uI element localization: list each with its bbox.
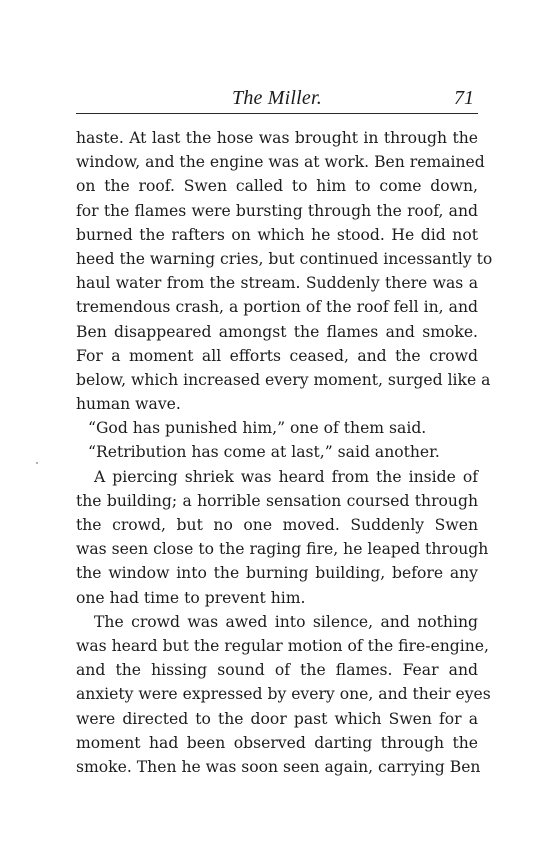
text-line: heed the warning cries, but continued incessantly to (76, 249, 493, 268)
text-line: “God has punished him,” one of them said. (88, 419, 427, 438)
text-line: was heard but the regular motion of the fire-engine, (76, 636, 489, 655)
text-line: anxiety were expressed by every one, and their eyes (76, 685, 491, 704)
text-line: on the roof. Swen called to him to come down, (76, 177, 478, 196)
page-header (76, 86, 478, 114)
text-line: human wave. (76, 395, 181, 414)
text-line: the window into the burning building, before any (76, 564, 478, 583)
text-line: For a moment all efforts ceased, and the crowd (76, 346, 478, 365)
text-line: tremendous crash, a portion of the roof fell in, and (76, 298, 478, 317)
text-line: smoke. Then he was soon seen again, carrying Ben (76, 757, 481, 776)
header-rule (76, 113, 478, 114)
text-line: the building; a horrible sensation coursed through (76, 491, 478, 510)
text-line: for the flames were bursting through the roof, and (76, 201, 478, 220)
text-line: haste. At last the hose was brought in through the (76, 129, 478, 147)
text-line: moment had been observed darting through the (76, 733, 478, 752)
text-line: “Retribution has come at last,” said another. (88, 443, 440, 462)
text-line: were directed to the door past which Swen for a (76, 709, 478, 728)
text-line: and the hissing sound of the flames. Fear and (76, 661, 478, 680)
page-number: 71 (454, 87, 474, 109)
text-line: A piercing shriek was heard from the inside of (94, 467, 478, 486)
running-title: The Miller. (232, 87, 322, 109)
text-line: haul water from the stream. Suddenly there was a (76, 274, 478, 293)
text-line: window, and the engine was at work. Ben remained (76, 153, 485, 172)
text-line: one had time to prevent him. (76, 588, 306, 607)
text-line: below, which increased every moment, surged like a (76, 370, 491, 389)
text-line: The crowd was awed into silence, and nothing (94, 612, 478, 631)
body-text (76, 126, 493, 779)
text-line: burned the rafters on which he stood. He did not (76, 225, 478, 244)
text-line: was seen close to the raging fire, he leaped through (76, 540, 489, 559)
text-line: Ben disappeared amongst the flames and smoke. (76, 322, 478, 341)
paper-speck (36, 462, 38, 464)
text-line: the crowd, but no one moved. Suddenly Swen (76, 516, 478, 534)
